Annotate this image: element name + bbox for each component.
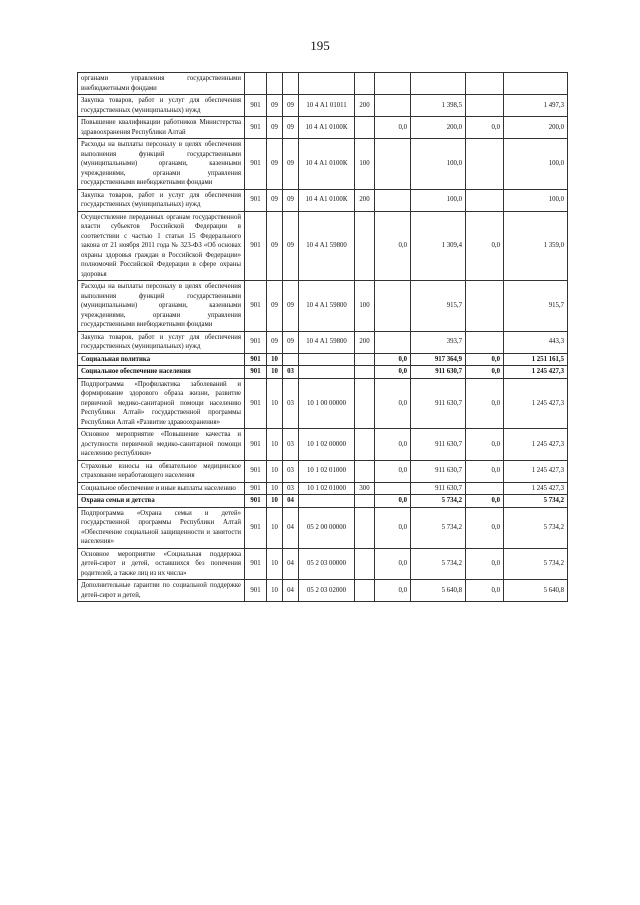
expense-type-code: [355, 495, 375, 508]
table-row: [78, 331, 568, 353]
expense-type-code: [355, 353, 375, 366]
row-name: Подпрограмма «Профилактика заболеваний и формирование здорового образа жизни, развитие первичной медико-санитарной помощи населению Республики Алтай» государственной программы Республики Алтай «Развитие здравоохранения»: [78, 378, 245, 429]
amount-col-4: 1 497,3: [504, 95, 568, 117]
row-name: Повышение квалификации работников Министерства здравоохранения Республики Алтай: [78, 117, 245, 139]
amount-col-2: 911 630,7: [411, 482, 466, 495]
amount-col-4: 1 245 427,3: [504, 460, 568, 482]
ved-code: 901: [245, 548, 267, 580]
section-code: 10: [267, 507, 283, 548]
section-code: 10: [267, 548, 283, 580]
subsection-code: 04: [283, 580, 299, 602]
amount-col-3: 0,0: [466, 580, 504, 602]
table-row: [78, 429, 568, 461]
amount-col-4: 5 734,2: [504, 495, 568, 508]
subsection-code: 09: [283, 189, 299, 211]
amount-col-3: [466, 482, 504, 495]
target-article-code: [299, 353, 355, 366]
subsection-code: [283, 73, 299, 95]
amount-col-1: [375, 139, 411, 190]
table-row: [78, 460, 568, 482]
section-code: 10: [267, 366, 283, 379]
table-row: [78, 580, 568, 602]
amount-col-2: 911 630,7: [411, 366, 466, 379]
ved-code: 901: [245, 139, 267, 190]
amount-col-1: [375, 189, 411, 211]
expense-type-code: [355, 580, 375, 602]
amount-col-1: 0,0: [375, 353, 411, 366]
row-name: органами управления государственными внебюджетными фондами: [78, 73, 245, 95]
amount-col-2: 5 640,8: [411, 580, 466, 602]
amount-col-2: 200,0: [411, 117, 466, 139]
ved-code: 901: [245, 189, 267, 211]
amount-col-1: 0,0: [375, 378, 411, 429]
target-article-code: 10 1 00 00000: [299, 378, 355, 429]
amount-col-2: 911 630,7: [411, 460, 466, 482]
amount-col-2: 1 398,5: [411, 95, 466, 117]
row-name: Дополнительные гарантии по социальной поддержке детей-сирот и детей,: [78, 580, 245, 602]
amount-col-1: [375, 482, 411, 495]
amount-col-2: 915,7: [411, 281, 466, 332]
expense-type-code: [355, 117, 375, 139]
amount-col-2: [411, 73, 466, 95]
table-row: [78, 353, 568, 366]
target-article-code: 10 1 02 01000: [299, 482, 355, 495]
ved-code: 901: [245, 378, 267, 429]
amount-col-3: [466, 331, 504, 353]
amount-col-3: [466, 95, 504, 117]
target-article-code: 10 4 А1 59800: [299, 331, 355, 353]
expense-type-code: [355, 211, 375, 281]
row-name: Социальное обеспечение и иные выплаты населению: [78, 482, 245, 495]
amount-col-4: 100,0: [504, 139, 568, 190]
target-article-code: 10 4 А1 59800: [299, 211, 355, 281]
amount-col-3: [466, 189, 504, 211]
subsection-code: 09: [283, 331, 299, 353]
subsection-code: 03: [283, 378, 299, 429]
section-code: 09: [267, 95, 283, 117]
expense-type-code: [355, 73, 375, 95]
table-row: [78, 495, 568, 508]
amount-col-4: 5 734,2: [504, 507, 568, 548]
subsection-code: 09: [283, 281, 299, 332]
row-name: Расходы на выплаты персоналу в целях обеспечения выполнения функций государственными (муниципальными) органами, казенными учреждениями, органами управления государственными внебюджетными фондами: [78, 139, 245, 190]
ved-code: 901: [245, 366, 267, 379]
section-code: 09: [267, 211, 283, 281]
subsection-code: 03: [283, 366, 299, 379]
subsection-code: 09: [283, 211, 299, 281]
target-article-code: 10 1 02 00000: [299, 429, 355, 461]
subsection-code: 03: [283, 460, 299, 482]
amount-col-4: [504, 73, 568, 95]
row-name: Подпрограмма «Охрана семьи и детей» государственной программы Республики Алтай «Обеспечение социальной защищенности и занятости населения»: [78, 507, 245, 548]
section-code: 10: [267, 353, 283, 366]
section-code: [267, 73, 283, 95]
table-row: [78, 548, 568, 580]
amount-col-3: 0,0: [466, 117, 504, 139]
amount-col-4: 1 245 427,3: [504, 366, 568, 379]
subsection-code: [283, 353, 299, 366]
amount-col-1: [375, 281, 411, 332]
amount-col-1: [375, 95, 411, 117]
amount-col-3: [466, 73, 504, 95]
table-row: [78, 378, 568, 429]
subsection-code: 09: [283, 95, 299, 117]
target-article-code: 10 4 А1 0100К: [299, 139, 355, 190]
ved-code: 901: [245, 429, 267, 461]
amount-col-2: 1 309,4: [411, 211, 466, 281]
amount-col-1: 0,0: [375, 366, 411, 379]
amount-col-3: [466, 139, 504, 190]
amount-col-1: 0,0: [375, 460, 411, 482]
section-code: 10: [267, 580, 283, 602]
amount-col-1: [375, 331, 411, 353]
amount-col-2: 911 630,7: [411, 378, 466, 429]
row-name: Закупка товаров, работ и услуг для обеспечения государственных (муниципальных) нужд: [78, 95, 245, 117]
amount-col-3: 0,0: [466, 353, 504, 366]
expense-type-code: 200: [355, 189, 375, 211]
section-code: 10: [267, 460, 283, 482]
target-article-code: 05 2 03 02000: [299, 580, 355, 602]
amount-col-3: 0,0: [466, 507, 504, 548]
row-name: Закупка товаров, работ и услуг для обеспечения государственных (муниципальных) нужд: [78, 331, 245, 353]
target-article-code: 05 2 00 00000: [299, 507, 355, 548]
expense-type-code: 200: [355, 95, 375, 117]
section-code: 10: [267, 378, 283, 429]
row-name: Основное мероприятие «Повышение качества и доступности первичной медико-санитарной помощи населению республики»: [78, 429, 245, 461]
row-name: Социальное обеспечение населения: [78, 366, 245, 379]
amount-col-1: 0,0: [375, 117, 411, 139]
page-number: 195: [310, 38, 330, 53]
section-code: 10: [267, 482, 283, 495]
ved-code: 901: [245, 117, 267, 139]
expense-type-code: [355, 429, 375, 461]
target-article-code: [299, 73, 355, 95]
target-article-code: 10 4 А1 01011: [299, 95, 355, 117]
budget-table-body: [78, 73, 568, 602]
row-name: Закупка товаров, работ и услуг для обеспечения государственных (муниципальных) нужд: [78, 189, 245, 211]
amount-col-2: 911 630,7: [411, 429, 466, 461]
amount-col-1: 0,0: [375, 507, 411, 548]
amount-col-2: 100,0: [411, 189, 466, 211]
expense-type-code: 200: [355, 331, 375, 353]
amount-col-4: 200,0: [504, 117, 568, 139]
expense-type-code: 100: [355, 139, 375, 190]
ved-code: 901: [245, 281, 267, 332]
section-code: 10: [267, 429, 283, 461]
row-name: Осуществление переданных органам государственной власти субъектов Российской Федерации в соответствии с частью 1 статьи 15 Федерального закона от 21 ноября 2011 года № 323-ФЗ «Об основах охраны здоровья граждан в Российской Федерации» полномочий Российской Федерации в сфере охраны здоровья: [78, 211, 245, 281]
section-code: 09: [267, 331, 283, 353]
subsection-code: 03: [283, 429, 299, 461]
expense-type-code: [355, 548, 375, 580]
section-code: 09: [267, 281, 283, 332]
amount-col-3: 0,0: [466, 548, 504, 580]
amount-col-1: 0,0: [375, 580, 411, 602]
amount-col-2: 917 364,9: [411, 353, 466, 366]
amount-col-2: 5 734,2: [411, 548, 466, 580]
table-row: [78, 95, 568, 117]
ved-code: 901: [245, 482, 267, 495]
ved-code: 901: [245, 211, 267, 281]
amount-col-4: 443,3: [504, 331, 568, 353]
table-row: [78, 281, 568, 332]
table-row: [78, 507, 568, 548]
table-row: [78, 482, 568, 495]
table-row: [78, 73, 568, 95]
subsection-code: 04: [283, 548, 299, 580]
amount-col-3: 0,0: [466, 429, 504, 461]
amount-col-4: 5 640,8: [504, 580, 568, 602]
target-article-code: 10 4 А1 0100К: [299, 189, 355, 211]
section-code: 09: [267, 189, 283, 211]
amount-col-4: 1 245 427,3: [504, 429, 568, 461]
subsection-code: 04: [283, 495, 299, 508]
amount-col-3: 0,0: [466, 366, 504, 379]
row-name: Расходы на выплаты персоналу в целях обеспечения выполнения функций государственными (муниципальными) органами, казенными учреждениями, органами управления государственными внебюджетными фондами: [78, 281, 245, 332]
amount-col-3: [466, 281, 504, 332]
section-code: 10: [267, 495, 283, 508]
target-article-code: [299, 495, 355, 508]
table-row: [78, 189, 568, 211]
ved-code: 901: [245, 507, 267, 548]
target-article-code: [299, 366, 355, 379]
amount-col-3: 0,0: [466, 495, 504, 508]
amount-col-3: 0,0: [466, 211, 504, 281]
amount-col-1: 0,0: [375, 429, 411, 461]
amount-col-2: 100,0: [411, 139, 466, 190]
target-article-code: 10 4 А1 0100К: [299, 117, 355, 139]
expense-type-code: 100: [355, 281, 375, 332]
amount-col-1: 0,0: [375, 548, 411, 580]
amount-col-4: 5 734,2: [504, 548, 568, 580]
amount-col-4: 100,0: [504, 189, 568, 211]
target-article-code: 05 2 03 00000: [299, 548, 355, 580]
expense-type-code: 300: [355, 482, 375, 495]
subsection-code: 09: [283, 117, 299, 139]
amount-col-3: 0,0: [466, 378, 504, 429]
section-code: 09: [267, 117, 283, 139]
subsection-code: 09: [283, 139, 299, 190]
amount-col-4: 1 251 161,5: [504, 353, 568, 366]
expense-type-code: [355, 460, 375, 482]
amount-col-1: 0,0: [375, 495, 411, 508]
table-row: [78, 366, 568, 379]
ved-code: 901: [245, 353, 267, 366]
section-code: 09: [267, 139, 283, 190]
amount-col-2: 5 734,2: [411, 495, 466, 508]
amount-col-2: 393,7: [411, 331, 466, 353]
row-name: Страховые взносы на обязательное медицинское страхование неработающего населения: [78, 460, 245, 482]
amount-col-4: 1 245 427,3: [504, 378, 568, 429]
amount-col-4: 1 359,0: [504, 211, 568, 281]
amount-col-3: 0,0: [466, 460, 504, 482]
amount-col-2: 5 734,2: [411, 507, 466, 548]
target-article-code: 10 4 А1 59800: [299, 281, 355, 332]
ved-code: 901: [245, 460, 267, 482]
amount-col-4: 1 245 427,3: [504, 482, 568, 495]
subsection-code: 04: [283, 507, 299, 548]
expense-type-code: [355, 507, 375, 548]
amount-col-4: 915,7: [504, 281, 568, 332]
row-name: Охрана семьи и детства: [78, 495, 245, 508]
table-row: [78, 117, 568, 139]
table-row: [78, 139, 568, 190]
table-row: [78, 211, 568, 281]
row-name: Основное мероприятие «Социальная поддержка детей-сирот и детей, оставшихся без попечения родителей, а также лиц из их числа»: [78, 548, 245, 580]
amount-col-1: [375, 73, 411, 95]
ved-code: 901: [245, 331, 267, 353]
row-name: Социальная политика: [78, 353, 245, 366]
expense-type-code: [355, 378, 375, 429]
expense-type-code: [355, 366, 375, 379]
ved-code: 901: [245, 580, 267, 602]
target-article-code: 10 1 02 01000: [299, 460, 355, 482]
ved-code: 901: [245, 95, 267, 117]
subsection-code: 03: [283, 482, 299, 495]
ved-code: [245, 73, 267, 95]
budget-table: [77, 72, 568, 602]
amount-col-1: 0,0: [375, 211, 411, 281]
ved-code: 901: [245, 495, 267, 508]
